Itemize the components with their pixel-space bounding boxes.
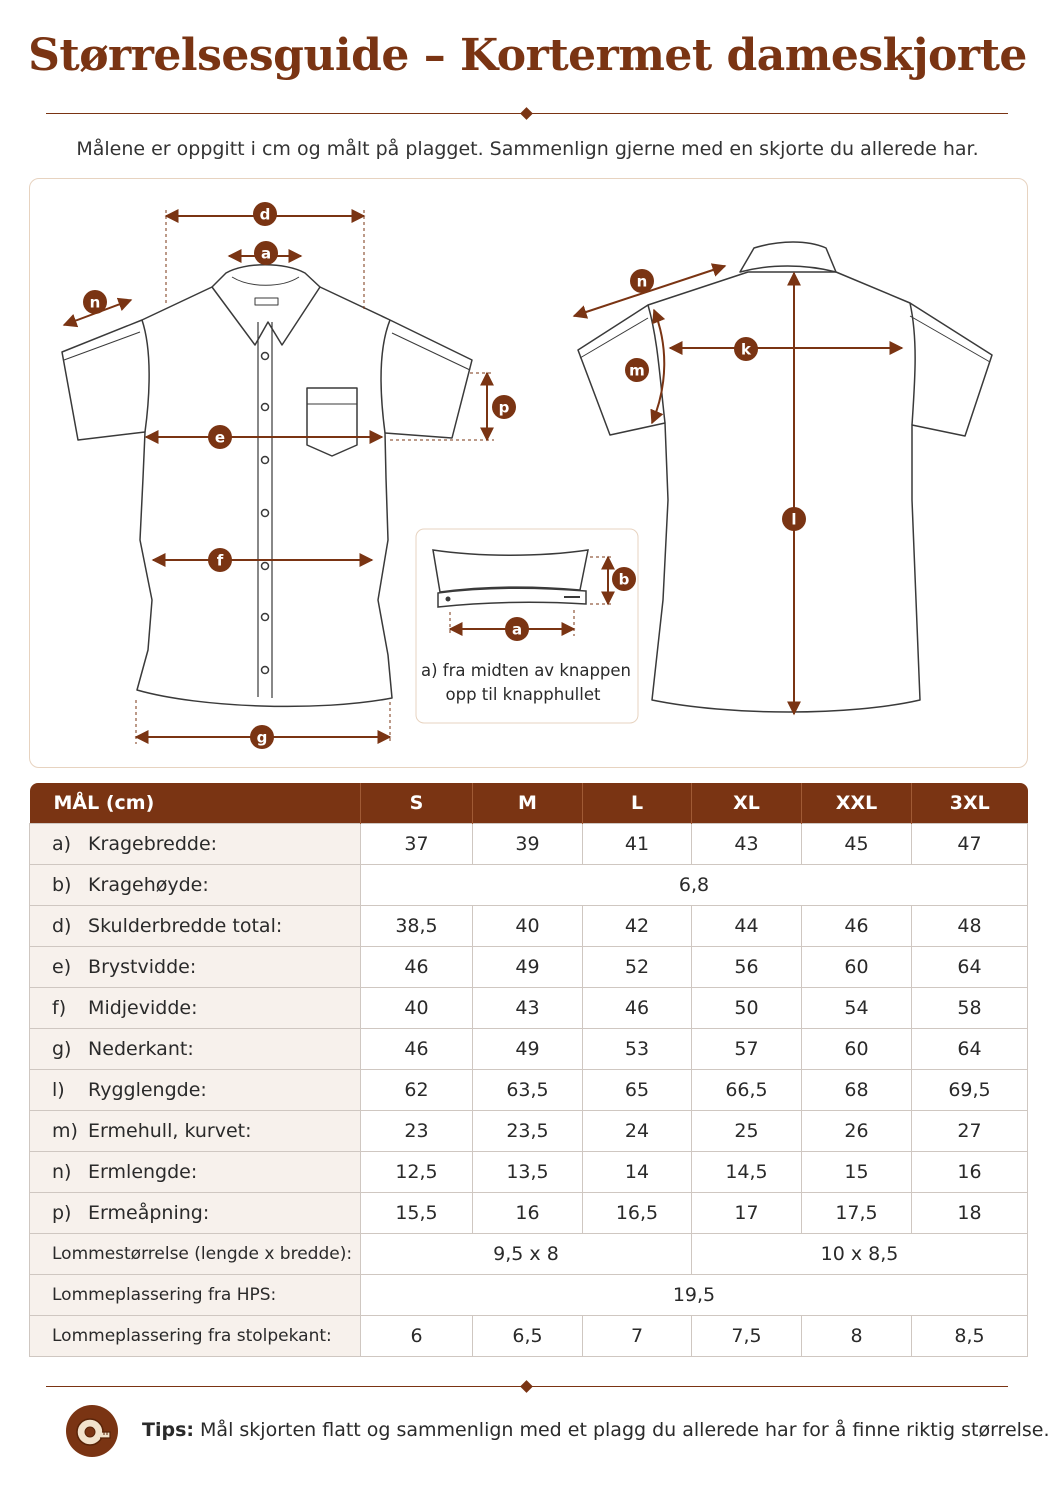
table-cell: 17 <box>692 1193 802 1234</box>
header-measure-label: MÅL (cm) <box>30 783 361 824</box>
table-cell: 69,5 <box>912 1070 1028 1111</box>
page-title: Størrelsesguide – Kortermet dameskjorte <box>28 30 1027 81</box>
row-label <box>30 865 361 906</box>
header-size-s: S <box>361 783 473 824</box>
table-cell: 40 <box>473 906 583 947</box>
table-cell: 46 <box>583 988 692 1029</box>
table-cell: 26 <box>802 1111 912 1152</box>
table-cell: 50 <box>692 988 802 1029</box>
table-row <box>30 906 1028 947</box>
collar-caption-line1: a) fra midten av knappen <box>421 661 631 680</box>
row-name: Skulderbredde total: <box>88 915 283 937</box>
table-cell: 16 <box>473 1193 583 1234</box>
size-table <box>29 783 1028 1357</box>
row-code: e) <box>52 956 72 978</box>
table-cell: 65 <box>583 1070 692 1111</box>
header-size-3xl: 3XL <box>912 783 1028 824</box>
label-n-back: n <box>636 272 648 291</box>
table-cell: 66,5 <box>692 1070 802 1111</box>
table-cell: 63,5 <box>473 1070 583 1111</box>
table-cell: 49 <box>473 1029 583 1070</box>
label-l: l <box>791 510 797 529</box>
row-code: f) <box>52 997 67 1019</box>
row-name: Brystvidde: <box>88 956 197 978</box>
table-cell: 58 <box>912 988 1028 1029</box>
table-cell: 62 <box>361 1070 473 1111</box>
table-row <box>30 1316 1028 1357</box>
back-shirt-illustration <box>578 242 992 712</box>
label-b-collar: b <box>618 570 630 589</box>
label-n-front: n <box>89 293 101 312</box>
header-size-xxl: XXL <box>802 783 912 824</box>
table-cell: 24 <box>583 1111 692 1152</box>
table-cell-merged: 10 x 8,5 <box>692 1234 1028 1275</box>
row-code: a) <box>52 833 72 855</box>
table-cell: 38,5 <box>361 906 473 947</box>
table-cell: 41 <box>583 824 692 865</box>
table-cell-merged: 9,5 x 8 <box>361 1234 692 1275</box>
table-row <box>30 865 1028 906</box>
table-cell: 27 <box>912 1111 1028 1152</box>
table-cell: 16,5 <box>583 1193 692 1234</box>
table-cell: 14,5 <box>692 1152 802 1193</box>
label-g: g <box>256 728 268 747</box>
row-label: Lommestørrelse (lengde x bredde): <box>30 1234 361 1275</box>
row-name: Kragehøyde: <box>88 874 209 896</box>
row-name: Kragebredde: <box>88 833 218 855</box>
row-code: m) <box>52 1120 78 1142</box>
table-cell: 44 <box>692 906 802 947</box>
table-cell: 45 <box>802 824 912 865</box>
table-cell: 53 <box>583 1029 692 1070</box>
table-cell: 23,5 <box>473 1111 583 1152</box>
table-cell: 14 <box>583 1152 692 1193</box>
table-cell: 46 <box>361 947 473 988</box>
row-name: Ermlengde: <box>88 1161 198 1183</box>
table-cell: 68 <box>802 1070 912 1111</box>
tips-body: Mål skjorten flatt og sammenlign med et plagg du allerede har for å finne riktig størrelse. <box>200 1419 1050 1441</box>
table-cell: 8 <box>802 1316 912 1357</box>
label-k: k <box>741 340 751 359</box>
label-m: m <box>629 361 645 380</box>
header-size-xl: XL <box>692 783 802 824</box>
table-row <box>30 1275 1028 1316</box>
table-cell: 6 <box>361 1316 473 1357</box>
row-label <box>30 1193 361 1234</box>
row-name: Nederkant: <box>88 1038 194 1060</box>
table-row <box>30 1152 1028 1193</box>
table-cell: 15,5 <box>361 1193 473 1234</box>
tips-label: Tips: <box>142 1419 194 1441</box>
table-cell: 37 <box>361 824 473 865</box>
table-cell: 23 <box>361 1111 473 1152</box>
table-row <box>30 988 1028 1029</box>
row-label <box>30 824 361 865</box>
table-cell: 8,5 <box>912 1316 1028 1357</box>
table-cell: 56 <box>692 947 802 988</box>
row-name: Midjevidde: <box>88 997 198 1019</box>
table-cell: 40 <box>361 988 473 1029</box>
row-code: p) <box>52 1202 72 1224</box>
header-size-m: M <box>473 783 583 824</box>
row-code: d) <box>52 915 72 937</box>
table-cell: 60 <box>802 947 912 988</box>
table-row <box>30 824 1028 865</box>
measuring-tape-icon <box>66 1405 118 1457</box>
table-cell-merged: 6,8 <box>361 865 1028 906</box>
row-name: Ermehull, kurvet: <box>88 1120 252 1142</box>
table-cell: 13,5 <box>473 1152 583 1193</box>
row-label <box>30 1152 361 1193</box>
label-a-front: a <box>260 244 272 263</box>
table-cell: 6,5 <box>473 1316 583 1357</box>
table-cell: 7 <box>583 1316 692 1357</box>
table-cell: 47 <box>912 824 1028 865</box>
table-cell: 43 <box>473 988 583 1029</box>
row-code: n) <box>52 1161 72 1183</box>
row-label <box>30 1029 361 1070</box>
table-row <box>30 947 1028 988</box>
table-row <box>30 1111 1028 1152</box>
table-cell: 46 <box>361 1029 473 1070</box>
table-cell: 49 <box>473 947 583 988</box>
label-d: d <box>259 205 271 224</box>
label-a-collar: a <box>511 620 523 639</box>
table-cell: 64 <box>912 947 1028 988</box>
table-cell: 60 <box>802 1029 912 1070</box>
table-cell: 7,5 <box>692 1316 802 1357</box>
table-cell: 17,5 <box>802 1193 912 1234</box>
table-cell: 54 <box>802 988 912 1029</box>
table-cell: 39 <box>473 824 583 865</box>
row-name: Ermeåpning: <box>88 1202 210 1224</box>
row-label <box>30 988 361 1029</box>
row-label <box>30 906 361 947</box>
table-cell: 12,5 <box>361 1152 473 1193</box>
table-cell: 46 <box>802 906 912 947</box>
tips-text <box>142 1419 1050 1441</box>
row-name: Rygglengde: <box>88 1079 207 1101</box>
label-e: e <box>214 428 226 447</box>
footer-divider-diamond-icon <box>520 1380 533 1393</box>
table-cell: 64 <box>912 1029 1028 1070</box>
table-cell: 42 <box>583 906 692 947</box>
table-header-row <box>30 783 1028 824</box>
table-cell: 25 <box>692 1111 802 1152</box>
row-label <box>30 1070 361 1111</box>
table-cell: 43 <box>692 824 802 865</box>
table-cell: 57 <box>692 1029 802 1070</box>
table-cell: 52 <box>583 947 692 988</box>
tips-section <box>66 1405 1050 1455</box>
table-cell: 16 <box>912 1152 1028 1193</box>
page-subtitle: Målene er oppgitt i cm og målt på plagget. Sammenlign gjerne med en skjorte du allerede har. <box>76 138 979 160</box>
row-code: g) <box>52 1038 72 1060</box>
row-label: Lommeplassering fra HPS: <box>30 1275 361 1316</box>
table-cell: 15 <box>802 1152 912 1193</box>
row-label: Lommeplassering fra stolpekant: <box>30 1316 361 1357</box>
table-cell: 48 <box>912 906 1028 947</box>
table-row <box>30 1234 1028 1275</box>
table-row <box>30 1029 1028 1070</box>
row-label <box>30 947 361 988</box>
table-row <box>30 1193 1028 1234</box>
header-size-l: L <box>583 783 692 824</box>
table-row <box>30 1070 1028 1111</box>
collar-caption-line2: opp til knapphullet <box>445 685 601 704</box>
label-p: p <box>498 398 510 417</box>
collar-detail-panel <box>416 529 638 723</box>
row-label <box>30 1111 361 1152</box>
front-shirt-illustration <box>62 265 472 707</box>
label-f: f <box>216 551 224 570</box>
table-cell: 18 <box>912 1193 1028 1234</box>
row-code: b) <box>52 874 72 896</box>
row-code: l) <box>52 1079 65 1101</box>
table-cell-merged: 19,5 <box>361 1275 1028 1316</box>
